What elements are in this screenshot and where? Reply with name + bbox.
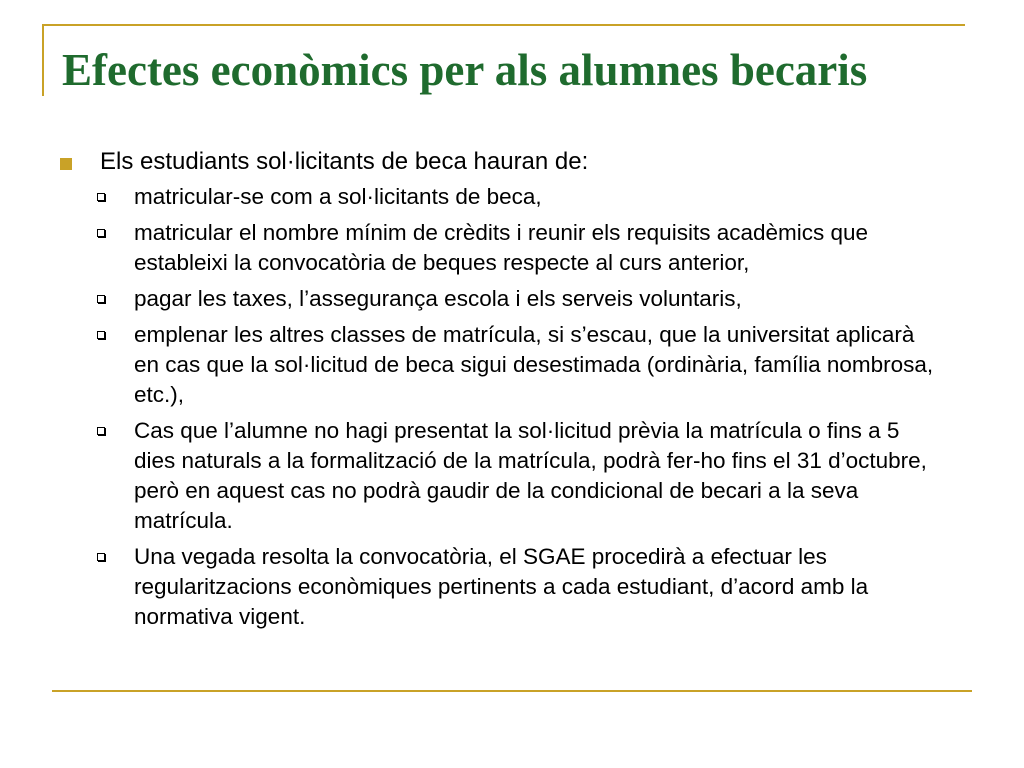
checkbox-bullet-icon xyxy=(97,193,105,201)
sub-bullet-item xyxy=(97,182,960,212)
square-bullet-icon xyxy=(60,158,72,170)
sub-bullet-list xyxy=(60,182,960,632)
checkbox-bullet-icon xyxy=(97,331,105,339)
frame-left-rule xyxy=(42,24,44,96)
frame-top-rule xyxy=(43,24,965,26)
sub-bullet-text: matricular-se com a sol·licitants de beca, xyxy=(134,184,542,209)
frame-bottom-rule xyxy=(52,690,972,692)
checkbox-bullet-icon xyxy=(97,229,105,237)
slide-title: Efectes econòmics per als alumnes becaris xyxy=(62,45,868,95)
checkbox-bullet-icon xyxy=(97,553,105,561)
sub-bullet-item xyxy=(97,284,960,314)
sub-bullet-item xyxy=(97,218,960,278)
sub-bullet-text: Cas que l’alumne no hagi presentat la sol·licitud prèvia la matrícula o fins a 5 dies naturals a la formalització de la matrícula, podrà fer-ho fins el 31 d’octubre, però en aquest cas no podrà gaudir de la condicional de becari a la seva matrícula. xyxy=(134,418,927,533)
sub-bullet-text: emplenar les altres classes de matrícula, si s’escau, que la universitat aplicarà en cas que la sol·licitud de beca sigui desestimada (ordinària, família nombrosa, etc.), xyxy=(134,322,934,407)
sub-bullet-item xyxy=(97,320,960,410)
sub-bullet-text: matricular el nombre mínim de crèdits i reunir els requisits acadèmics que estableixi la convocatòria de beques respecte al curs anterior, xyxy=(134,220,869,275)
main-bullet-item xyxy=(60,146,960,178)
checkbox-bullet-icon xyxy=(97,427,105,435)
sub-bullet-text: pagar les taxes, l’assegurança escola i els serveis voluntaris, xyxy=(134,286,742,311)
sub-bullet-item xyxy=(97,416,960,536)
sub-bullet-text: Una vegada resolta la convocatòria, el SGAE procedirà a efectuar les regularitzacions econòmiques pertinents a cada estudiant, d’acord amb la normativa vigent. xyxy=(134,544,869,629)
main-bullet-text: Els estudiants sol·licitants de beca hauran de: xyxy=(100,148,589,175)
checkbox-bullet-icon xyxy=(97,295,105,303)
sub-bullet-item xyxy=(97,542,960,632)
slide-content xyxy=(60,146,960,638)
